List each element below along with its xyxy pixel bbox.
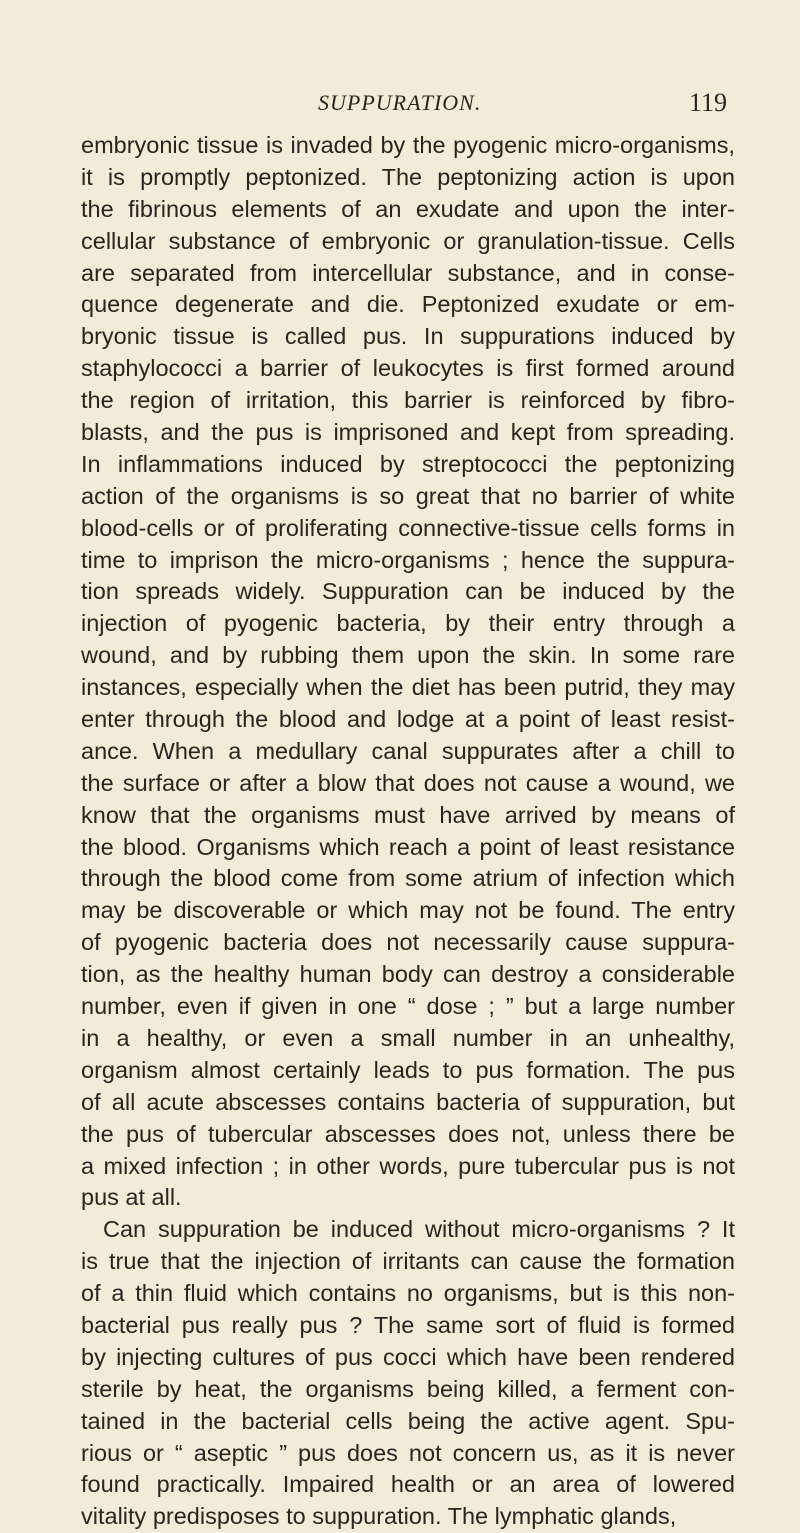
text-line: of a thin fluid which contains no organisms, but is this non- [81,1280,735,1307]
page-number: 119 [689,88,728,117]
text-line: the region of irritation, this barrier is reinforced by fibro- [81,387,735,414]
text-line: sterile by heat, the organisms being killed, a ferment con- [81,1375,735,1402]
text-line: vitality predisposes to suppuration. The lymphatic glands, [81,1503,677,1530]
text-line: instances, especially when the diet has been putrid, they may [81,674,735,701]
text-line: Can suppuration be induced without micro-organisms ? It [103,1216,735,1243]
text-line: may be discoverable or which may not be found. The entry [81,897,735,924]
running-title: SUPPURATION. [318,90,482,115]
text-line: pus at all. [81,1184,182,1211]
running-head [0,90,800,126]
text-line: In inflammations induced by streptococci the peptonizing [81,450,735,477]
text-line: a mixed infection ; in other words, pure tubercular pus is not [81,1152,735,1179]
text-line: ance. When a medullary canal suppurates after a chill to [81,737,735,764]
text-line: organism almost certainly leads to pus formation. The pus [81,1056,735,1083]
text-line: is true that the injection of irritants can cause the formation [81,1248,735,1275]
text-line: bryonic tissue is called pus. In suppurations induced by [81,323,735,350]
text-line: staphylococci a barrier of leukocytes is first formed around [81,355,735,382]
text-line: injection of pyogenic bacteria, by their entry through a [81,610,735,637]
text-line: number, even if given in one “ dose ; ” but a large number [81,993,735,1020]
text-line: are separated from intercellular substance, and in conse- [81,259,735,286]
text-line: blood-cells or of proliferating connective-tissue cells forms in [81,514,735,541]
text-line: know that the organisms must have arrived by means of [81,801,735,828]
text-line: quence degenerate and die. Peptonized exudate or em- [81,291,735,318]
text-line: action of the organisms is so great that no barrier of white [81,482,735,509]
text-line: of pyogenic bacteria does not necessarily cause suppura- [81,929,735,956]
text-line: it is promptly peptonized. The peptonizing action is upon [81,163,735,190]
text-line: found practically. Impaired health or an area of lowered [81,1471,735,1498]
text-line: the surface or after a blow that does not cause a wound, we [81,769,735,796]
text-line: tion, as the healthy human body can destroy a considerable [81,961,735,988]
text-line: embryonic tissue is invaded by the pyogenic micro-organisms, [81,132,735,158]
text-line: the blood. Organisms which reach a point of least resistance [81,833,735,860]
text-line: through the blood come from some atrium of infection which [81,865,735,892]
text-line: the pus of tubercular abscesses does not, unless there be [81,1120,735,1147]
text-line: the fibrinous elements of an exudate and upon the inter- [81,195,735,222]
text-line: of all acute abscesses contains bacteria of suppuration, but [81,1088,735,1115]
text-line: rious or “ aseptic ” pus does not concern us, as it is never [81,1439,735,1466]
text-line: in a healthy, or even a small number in an unhealthy, [81,1024,735,1051]
text-line: wound, and by rubbing them upon the skin. In some rare [81,642,735,669]
text-line: tion spreads widely. Suppuration can be induced by the [81,578,735,605]
text-line: tained in the bacterial cells being the active agent. Spu- [81,1407,735,1434]
body-text [81,130,735,1533]
text-line: bacterial pus really pus ? The same sort of fluid is formed [81,1311,735,1338]
text-line: cellular substance of embryonic or granulation-tissue. Cells [81,227,735,254]
text-line: blasts, and the pus is imprisoned and kept from spreading. [81,419,735,446]
text-line: by injecting cultures of pus cocci which have been rendered [81,1343,735,1370]
text-line: time to imprison the micro-organisms ; hence the suppura- [81,546,735,573]
text-line: enter through the blood and lodge at a point of least resist- [81,706,735,733]
